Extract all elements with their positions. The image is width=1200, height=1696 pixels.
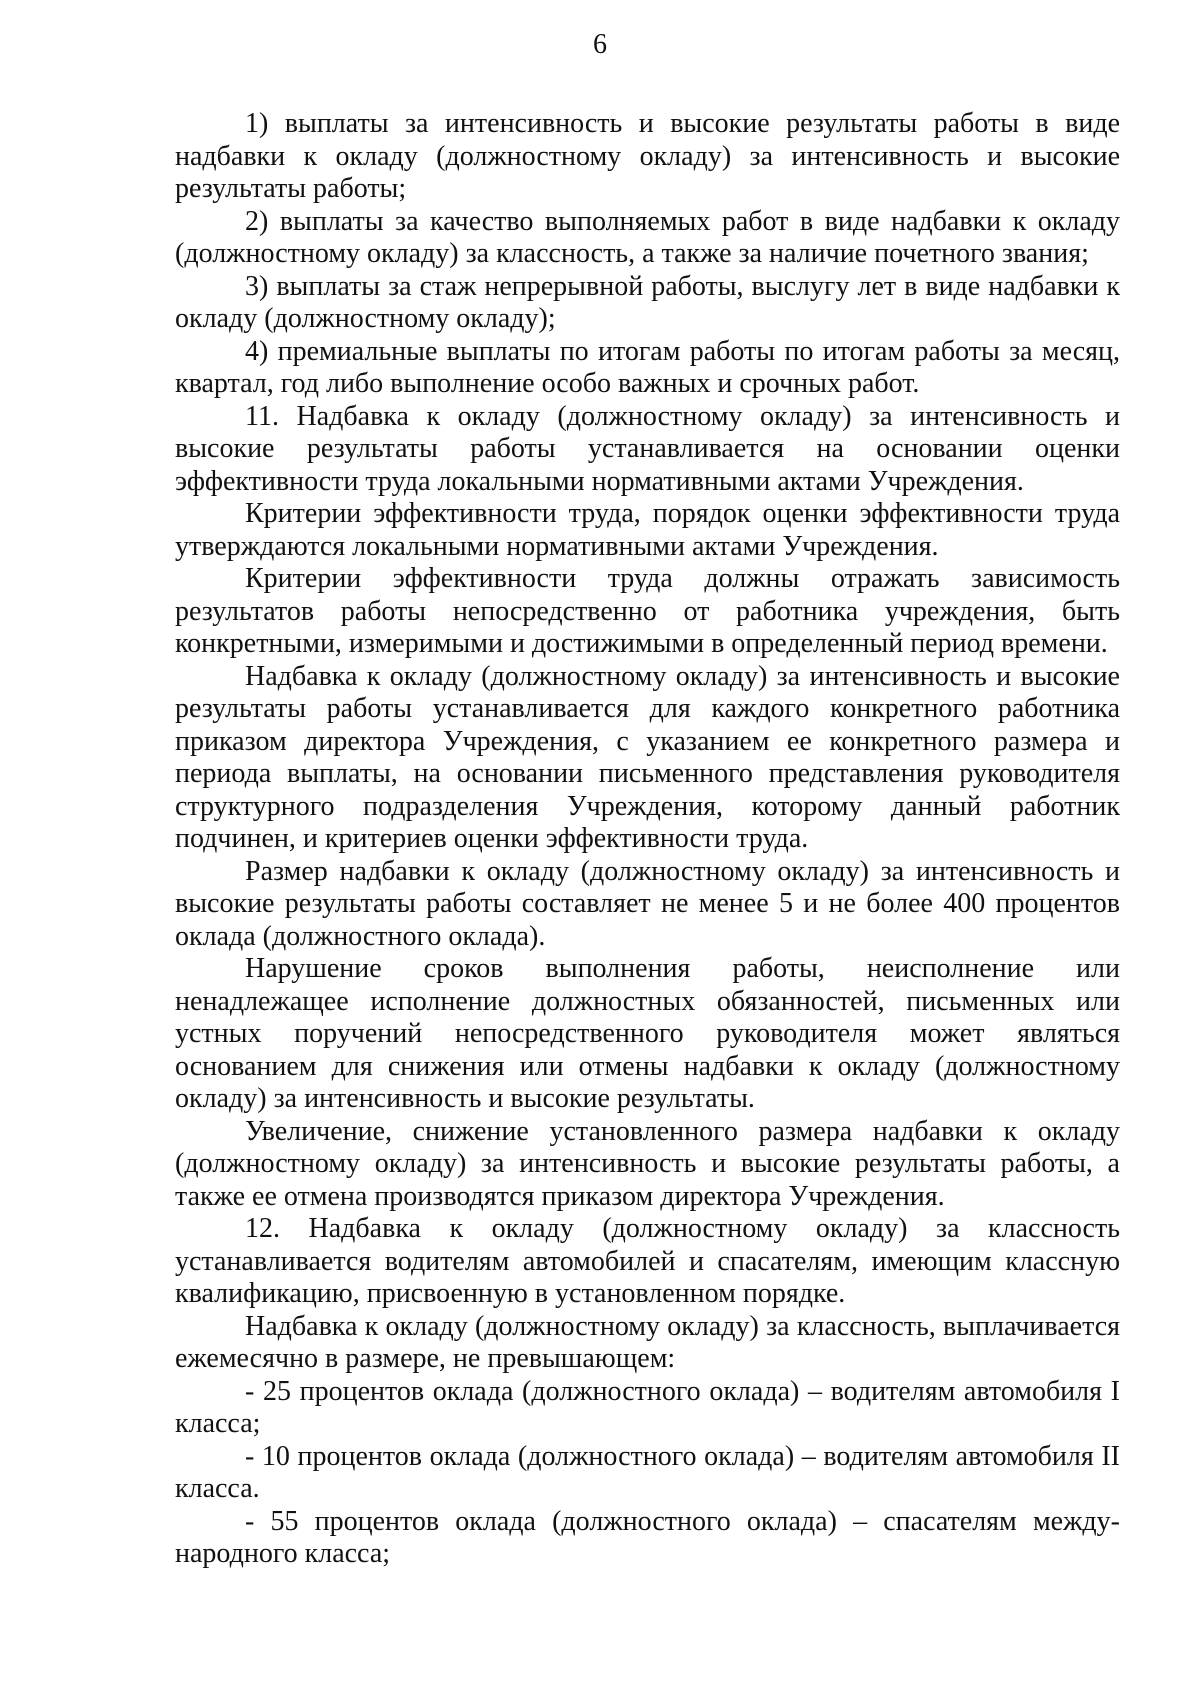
document-body [175, 108, 1120, 1571]
paragraph: - 25 процентов оклада (должностного оклада) – водителям автомобиля I класса; [175, 1375, 1120, 1439]
paragraph: 1) выплаты за интенсивность и высокие результаты работы в виде надбавки к окладу (должностному окладу) за интенсивность и высокие результаты работы; [175, 108, 1120, 204]
paragraph: 12. Надбавка к окладу (должностному окладу) за классность устанавливается водителям автомобилей и спасателям, имеющим классную квалификацию, присвоенную в установленном порядке. [175, 1213, 1120, 1309]
page-number: 6 [593, 29, 607, 60]
paragraph: Увеличение, снижение установленного размера надбавки к окладу (должностному окладу) за интенсивность и высокие результаты работы, а также ее отмена производятся приказом директора Учреждения. [175, 1115, 1120, 1212]
paragraph: - 55 процентов оклада (должностного оклада) – спасателям между-народного класса; [175, 1505, 1120, 1569]
paragraph: 11. Надбавка к окладу (должностному окладу) за интенсивность и высокие результаты работы устанавливается на основании оценки эффективности труда локальными нормативными актами Учреждения. [175, 400, 1120, 497]
paragraph: 4) премиальные выплаты по итогам работы по итогам работы за месяц, квартал, год либо выполнение особо важных и срочных работ. [175, 335, 1120, 399]
paragraph: Размер надбавки к окладу (должностному окладу) за интенсивность и высокие результаты работы составляет не менее 5 и не более 400 процентов оклада (должностного оклада). [175, 855, 1120, 952]
paragraph: 3) выплаты за стаж непрерывной работы, выслугу лет в виде надбавки к окладу (должностному окладу); [175, 270, 1120, 334]
paragraph: Критерии эффективности труда, порядок оценки эффективности труда утверждаются локальными нормативными актами Учреждения. [175, 498, 1120, 562]
paragraph: Нарушение сроков выполнения работы, неисполнение или ненадлежащее исполнение должностных обязанностей, письменных или устных поручений непосредственного руководителя может являться основанием для снижения или отмены надбавки к окладу (должностному окладу) за интенсивность и высокие результаты. [175, 953, 1120, 1114]
paragraph: Надбавка к окладу (должностному окладу) за интенсивность и высокие результаты работы устанавливается для каждого конкретного работника приказом директора Учреждения, с указанием ее конкретного размера и периода выплаты, на основании письменного представления руководителя структурного подразделения Учреждения, которому данный работник подчинен, и критериев оценки эффективности труда. [175, 660, 1120, 854]
paragraph: 2) выплаты за качество выполняемых работ в виде надбавки к окладу (должностному окладу) за классность, а также за наличие почетного звания; [175, 205, 1120, 269]
paragraph: Критерии эффективности труда должны отражать зависимость результатов работы непосредственно от работника учреждения, быть конкретными, измеримыми и достижимыми в определенный период времени. [175, 563, 1120, 659]
paragraph: Надбавка к окладу (должностному окладу) за классность, выплачивается ежемесячно в размере, не превышающем: [175, 1310, 1120, 1374]
paragraph: - 10 процентов оклада (должностного оклада) – водителям автомобиля II класса. [175, 1440, 1120, 1504]
